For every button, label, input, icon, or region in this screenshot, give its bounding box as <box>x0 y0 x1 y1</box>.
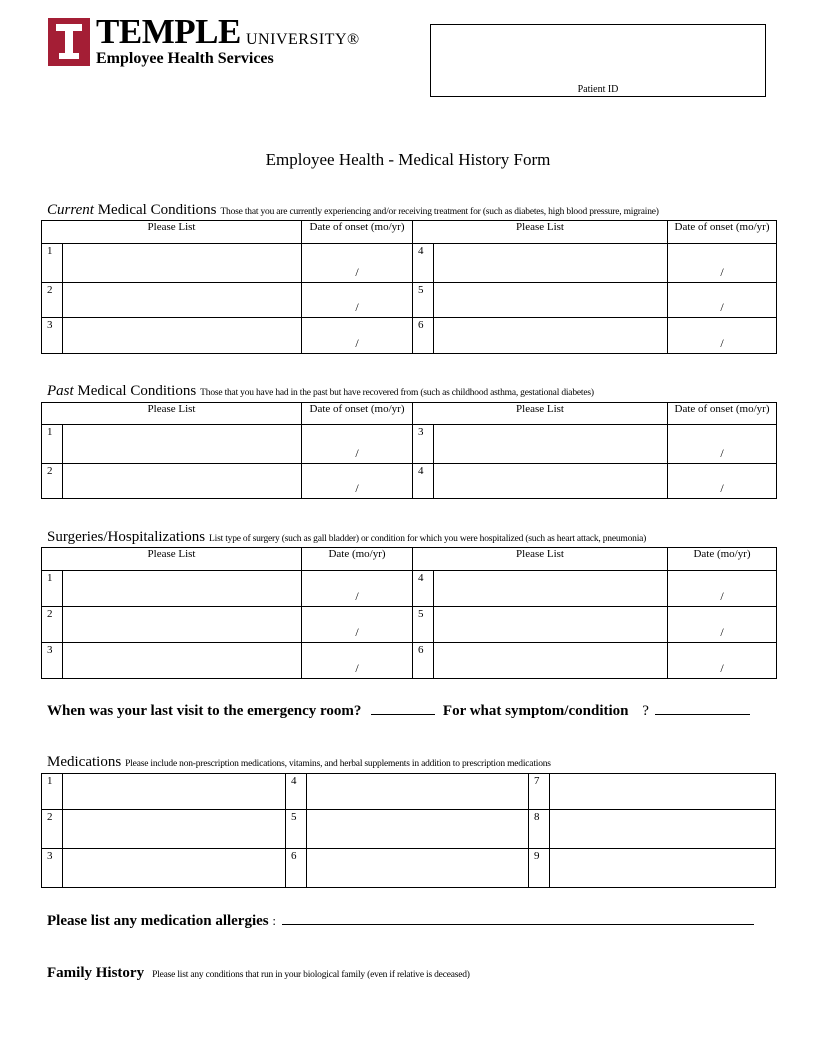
surgery-date-field[interactable] <box>302 607 413 643</box>
past-conditions-table <box>41 402 777 499</box>
current-conditions-heading <box>47 201 659 219</box>
medication-field[interactable] <box>307 774 529 810</box>
current-title-rest: Medical Conditions <box>93 202 217 218</box>
current-col-date-right: Date of onset (mo/yr) <box>668 221 777 244</box>
medications-note: Please include non-prescription medications, vitamins, and herbal supplements in addition to prescription medications <box>125 759 551 769</box>
row-number: 3 <box>42 849 63 888</box>
row-number: 3 <box>413 425 434 464</box>
surgeries-col-list-left: Please List <box>42 548 302 571</box>
allergies-label: Please list any medication allergies <box>47 913 269 929</box>
past-col-list-right: Please List <box>413 403 668 425</box>
surgery-field[interactable] <box>434 571 668 607</box>
current-title-italic: Current <box>47 202 94 218</box>
row-number: 6 <box>413 643 434 679</box>
row-number: 1 <box>42 571 63 607</box>
date-slash: / <box>720 481 724 495</box>
condition-field[interactable] <box>434 425 668 464</box>
condition-field[interactable] <box>63 425 302 464</box>
onset-date-field[interactable] <box>668 318 777 354</box>
row-number: 3 <box>42 643 63 679</box>
allergies-colon: : <box>272 913 277 928</box>
surgeries-table <box>41 547 777 679</box>
row-number: 5 <box>413 283 434 318</box>
date-slash: / <box>355 661 359 675</box>
medication-field[interactable] <box>307 810 529 849</box>
medication-field[interactable] <box>550 810 776 849</box>
temple-logo-mark <box>48 18 90 66</box>
date-slash: / <box>720 625 724 639</box>
er-question-mark: ? <box>642 703 649 719</box>
row-number: 1 <box>42 774 63 810</box>
surgery-field[interactable] <box>63 643 302 679</box>
er-symptom-blank[interactable] <box>655 714 750 715</box>
er-symptom-question: For what symptom/condition <box>442 703 629 719</box>
surgery-field[interactable] <box>434 607 668 643</box>
logo-university: UNIVERSITY® <box>246 31 360 48</box>
date-slash: / <box>720 589 724 603</box>
family-history-note: Please list any conditions that run in your biological family (even if relative is deceased) <box>152 970 470 980</box>
date-slash: / <box>720 446 724 460</box>
date-slash: / <box>720 336 724 350</box>
row-number: 7 <box>529 774 550 810</box>
row-number: 1 <box>42 425 63 464</box>
surgery-date-field[interactable] <box>668 643 777 679</box>
past-col-list-left: Please List <box>42 403 302 425</box>
date-slash: / <box>720 661 724 675</box>
onset-date-field[interactable] <box>302 283 413 318</box>
current-col-list-left: Please List <box>42 221 302 244</box>
row-number: 6 <box>413 318 434 354</box>
past-conditions-heading <box>47 382 594 400</box>
current-conditions-table <box>41 220 777 354</box>
surgery-date-field[interactable] <box>302 643 413 679</box>
patient-id-label: Patient ID <box>577 84 619 95</box>
current-col-list-right: Please List <box>413 221 668 244</box>
er-visit-blank[interactable] <box>371 714 435 715</box>
date-slash: / <box>355 625 359 639</box>
onset-date-field[interactable] <box>668 283 777 318</box>
date-slash: / <box>355 300 359 314</box>
form-title: Employee Health - Medical History Form <box>265 150 551 169</box>
surgery-field[interactable] <box>63 607 302 643</box>
condition-field[interactable] <box>63 318 302 354</box>
medication-field[interactable] <box>550 774 776 810</box>
date-slash: / <box>720 300 724 314</box>
row-number: 4 <box>413 571 434 607</box>
surgery-field[interactable] <box>63 571 302 607</box>
date-slash: / <box>355 265 359 279</box>
surgery-field[interactable] <box>434 643 668 679</box>
row-number: 8 <box>529 810 550 849</box>
row-number: 2 <box>42 607 63 643</box>
medications-heading <box>47 753 551 771</box>
surgery-date-field[interactable] <box>302 571 413 607</box>
past-title-rest: Medical Conditions <box>73 383 197 399</box>
family-history-heading <box>47 964 470 982</box>
past-col-date-left: Date of onset (mo/yr) <box>302 403 413 425</box>
row-number: 6 <box>286 849 307 888</box>
onset-date-field[interactable] <box>302 464 413 499</box>
surgery-date-field[interactable] <box>668 571 777 607</box>
surgery-date-field[interactable] <box>668 607 777 643</box>
condition-field[interactable] <box>434 283 668 318</box>
row-number: 2 <box>42 283 63 318</box>
date-slash: / <box>355 336 359 350</box>
condition-field[interactable] <box>434 318 668 354</box>
current-col-date-left: Date of onset (mo/yr) <box>302 221 413 244</box>
allergies-line <box>47 913 754 930</box>
row-number: 4 <box>286 774 307 810</box>
medications-title: Medications <box>47 754 122 770</box>
row-number: 4 <box>413 464 434 499</box>
medication-field[interactable] <box>63 810 286 849</box>
row-number: 5 <box>286 810 307 849</box>
onset-date-field[interactable] <box>302 244 413 283</box>
surgeries-title: Surgeries/Hospitalizations <box>47 529 206 545</box>
condition-field[interactable] <box>434 464 668 499</box>
surgeries-col-list-right: Please List <box>413 548 668 571</box>
patient-id-box[interactable] <box>430 24 766 97</box>
past-note: Those that you have had in the past but have recovered from (such as childhood asthma, gestational diabetes) <box>200 388 594 398</box>
row-number: 2 <box>42 810 63 849</box>
er-question-line <box>47 703 750 720</box>
condition-field[interactable] <box>63 244 302 283</box>
condition-field[interactable] <box>434 244 668 283</box>
surgeries-col-date-left: Date (mo/yr) <box>302 548 413 571</box>
onset-date-field[interactable] <box>302 425 413 464</box>
medication-field[interactable] <box>550 849 776 888</box>
medication-field[interactable] <box>63 849 286 888</box>
past-title-italic: Past <box>47 383 74 399</box>
row-number: 5 <box>413 607 434 643</box>
onset-date-field[interactable] <box>668 425 777 464</box>
row-number: 3 <box>42 318 63 354</box>
condition-field[interactable] <box>63 283 302 318</box>
row-number: 1 <box>42 244 63 283</box>
row-number: 9 <box>529 849 550 888</box>
condition-field[interactable] <box>63 464 302 499</box>
medication-field[interactable] <box>307 849 529 888</box>
er-visit-question: When was your last visit to the emergency room? <box>47 703 362 719</box>
surgeries-col-date-right: Date (mo/yr) <box>668 548 777 571</box>
onset-date-field[interactable] <box>668 464 777 499</box>
logo-subtitle: Employee Health Services <box>96 50 274 67</box>
onset-date-field[interactable] <box>668 244 777 283</box>
temple-t-icon <box>48 18 90 66</box>
medication-field[interactable] <box>63 774 286 810</box>
date-slash: / <box>355 589 359 603</box>
surgeries-heading <box>47 528 646 546</box>
logo-wordmark: TEMPLE <box>96 12 241 51</box>
date-slash: / <box>355 481 359 495</box>
medications-table <box>41 773 776 888</box>
date-slash: / <box>355 446 359 460</box>
allergies-blank[interactable] <box>282 924 754 925</box>
surgeries-note: List type of surgery (such as gall bladder) or condition for which you were hospitalized (such as heart attack, pneumonia) <box>209 534 647 544</box>
date-slash: / <box>720 265 724 279</box>
onset-date-field[interactable] <box>302 318 413 354</box>
family-history-title: Family History <box>47 965 145 981</box>
row-number: 4 <box>413 244 434 283</box>
past-col-date-right: Date of onset (mo/yr) <box>668 403 777 425</box>
row-number: 2 <box>42 464 63 499</box>
current-note: Those that you are currently experiencing and/or receiving treatment for (such as diabetes, high blood pressure, migraine) <box>220 207 659 217</box>
